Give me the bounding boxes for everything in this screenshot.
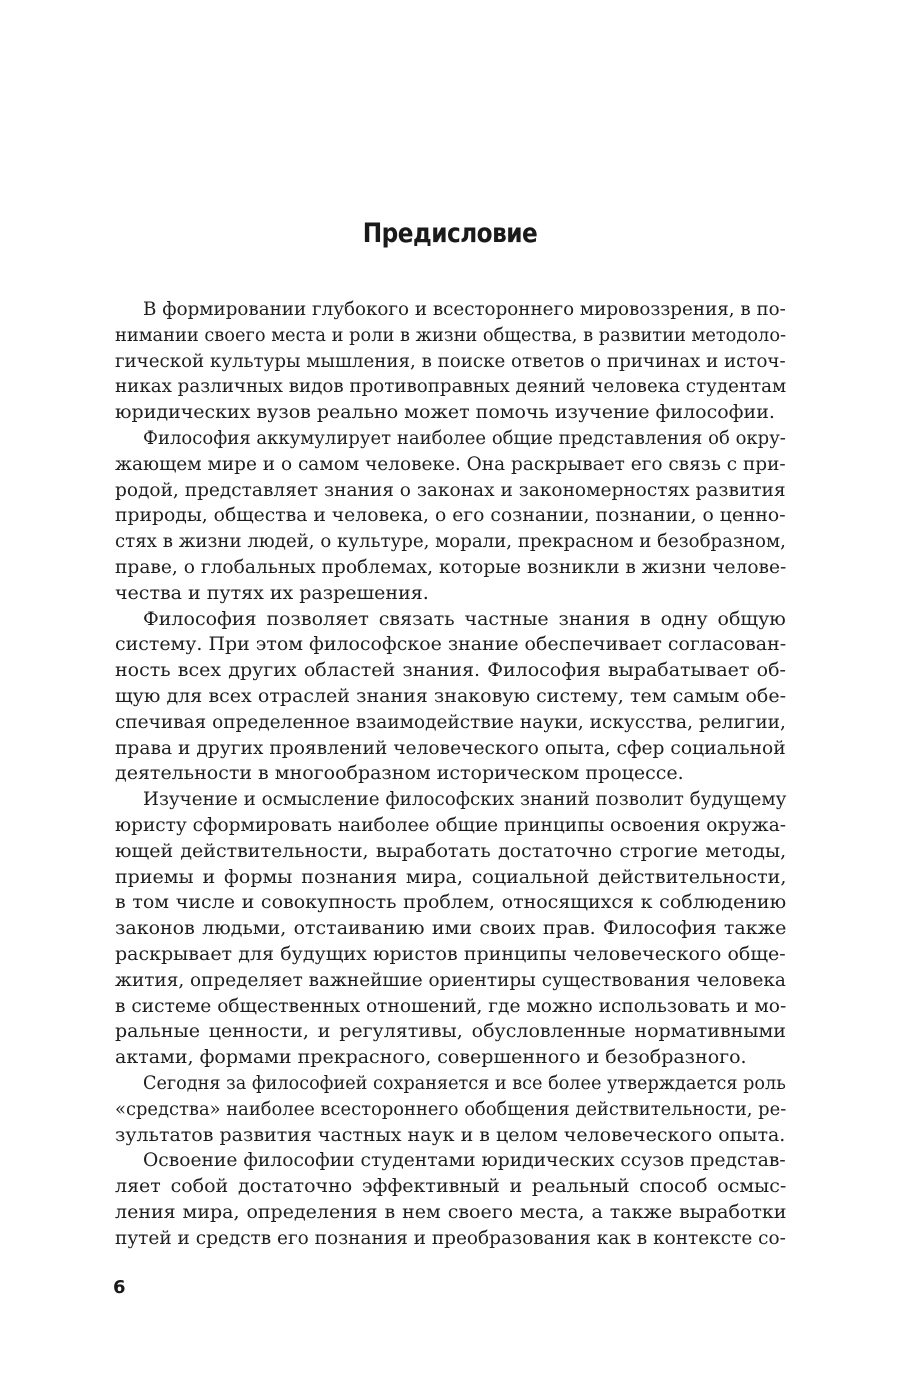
text-line: ляет собой достаточно эффективный и реальный способ осмыс- (115, 1175, 787, 1198)
text-line: нимании своего места и роли в жизни общества, в развитии методоло- (115, 323, 787, 346)
text-line: юридических вузов реально может помочь изучение философии. (115, 401, 775, 424)
text-line: раскрывает для будущих юристов принципы человеческого обще- (115, 942, 786, 965)
text-line: природы, общества и человека, о его сознании, познании, о ценно- (115, 504, 786, 527)
text-line: Освоение философии студентами юридических ссузов представ- (143, 1149, 786, 1172)
text-line: Философия позволяет связать частные знания в одну общую (143, 607, 786, 630)
text-line: зультатов развития частных наук и в целом человеческого опыта. (115, 1123, 786, 1146)
text-line: систему. При этом философское знание обеспечивает согласован- (115, 633, 787, 656)
text-line: гической культуры мышления, в поиске ответов о причинах и источ- (115, 349, 786, 372)
text-line: ральные ценности, и регулятивы, обусловленные нормативными (115, 1020, 786, 1043)
text-line: Изучение и осмысление философских знаний позволит будущему (143, 788, 787, 811)
text-line: ность всех других областей знания. Философия вырабатывает об- (115, 659, 786, 682)
text-line: ющей действительности, выработать достаточно строгие методы, (115, 839, 787, 862)
text-line: жающем мире и о самом человеке. Она раскрывает его связь с при- (115, 452, 786, 475)
text-line: ления мира, определения в нем своего места, а также выработки (115, 1200, 787, 1223)
text-line: щую для всех отраслей знания знаковую систему, тем самым обе- (115, 684, 787, 707)
text-line: никах различных видов противоправных деяний человека студентам (115, 375, 787, 398)
text-line: спечивая определенное взаимодействие науки, искусства, религии, (115, 710, 786, 733)
text-line: «средства» наиболее всестороннего обобщения действительности, ре- (115, 1097, 787, 1120)
text-line: стях в жизни людей, о культуре, морали, прекрасном и безобразном, (115, 530, 786, 553)
page-number: 6 (113, 1277, 126, 1298)
text-line: чества и путях их разрешения. (115, 581, 429, 604)
text-line: праве, о глобальных проблемах, которые возникли в жизни челове- (115, 555, 787, 578)
text-line: в том числе и совокупность проблем, относящихся к соблюдению (115, 891, 787, 914)
text-line: Сегодня за философией сохраняется и все более утверждается роль (143, 1071, 786, 1094)
paragraph (115, 787, 786, 1071)
page-title: Предисловие (362, 218, 538, 249)
text-line: деятельности в многообразном историческом процессе. (115, 762, 684, 785)
text-line: права и других проявлений человеческого опыта, сфер социальной (115, 736, 786, 759)
body-text (115, 297, 786, 1251)
paragraph (115, 1148, 786, 1251)
text-line: жития, определяет важнейшие ориентиры существования человека (115, 968, 786, 991)
paragraph (115, 426, 786, 607)
text-line: в системе общественных отношений, где можно использовать и мо- (115, 994, 787, 1017)
text-line: актами, формами прекрасного, совершенного и безобразного. (115, 1046, 747, 1069)
text-line: юристу сформировать наиболее общие принципы освоения окружа- (115, 813, 786, 836)
paragraph (115, 607, 786, 788)
paragraph (115, 1071, 786, 1148)
text-line: В формировании глубокого и всестороннего мировоззрения, в по- (143, 298, 786, 320)
text-line: приемы и формы познания мира, социальной действительности, (115, 865, 787, 888)
text-line: путей и средств его познания и преобразования как в контексте со- (115, 1226, 786, 1249)
paragraph (115, 297, 786, 426)
text-line: законов людьми, отстаиванию ими своих прав. Философия также (115, 917, 787, 940)
text-line: Философия аккумулирует наиболее общие представления об окру- (143, 426, 786, 449)
text-line: родой, представляет знания о законах и закономерностях развития (115, 478, 786, 501)
